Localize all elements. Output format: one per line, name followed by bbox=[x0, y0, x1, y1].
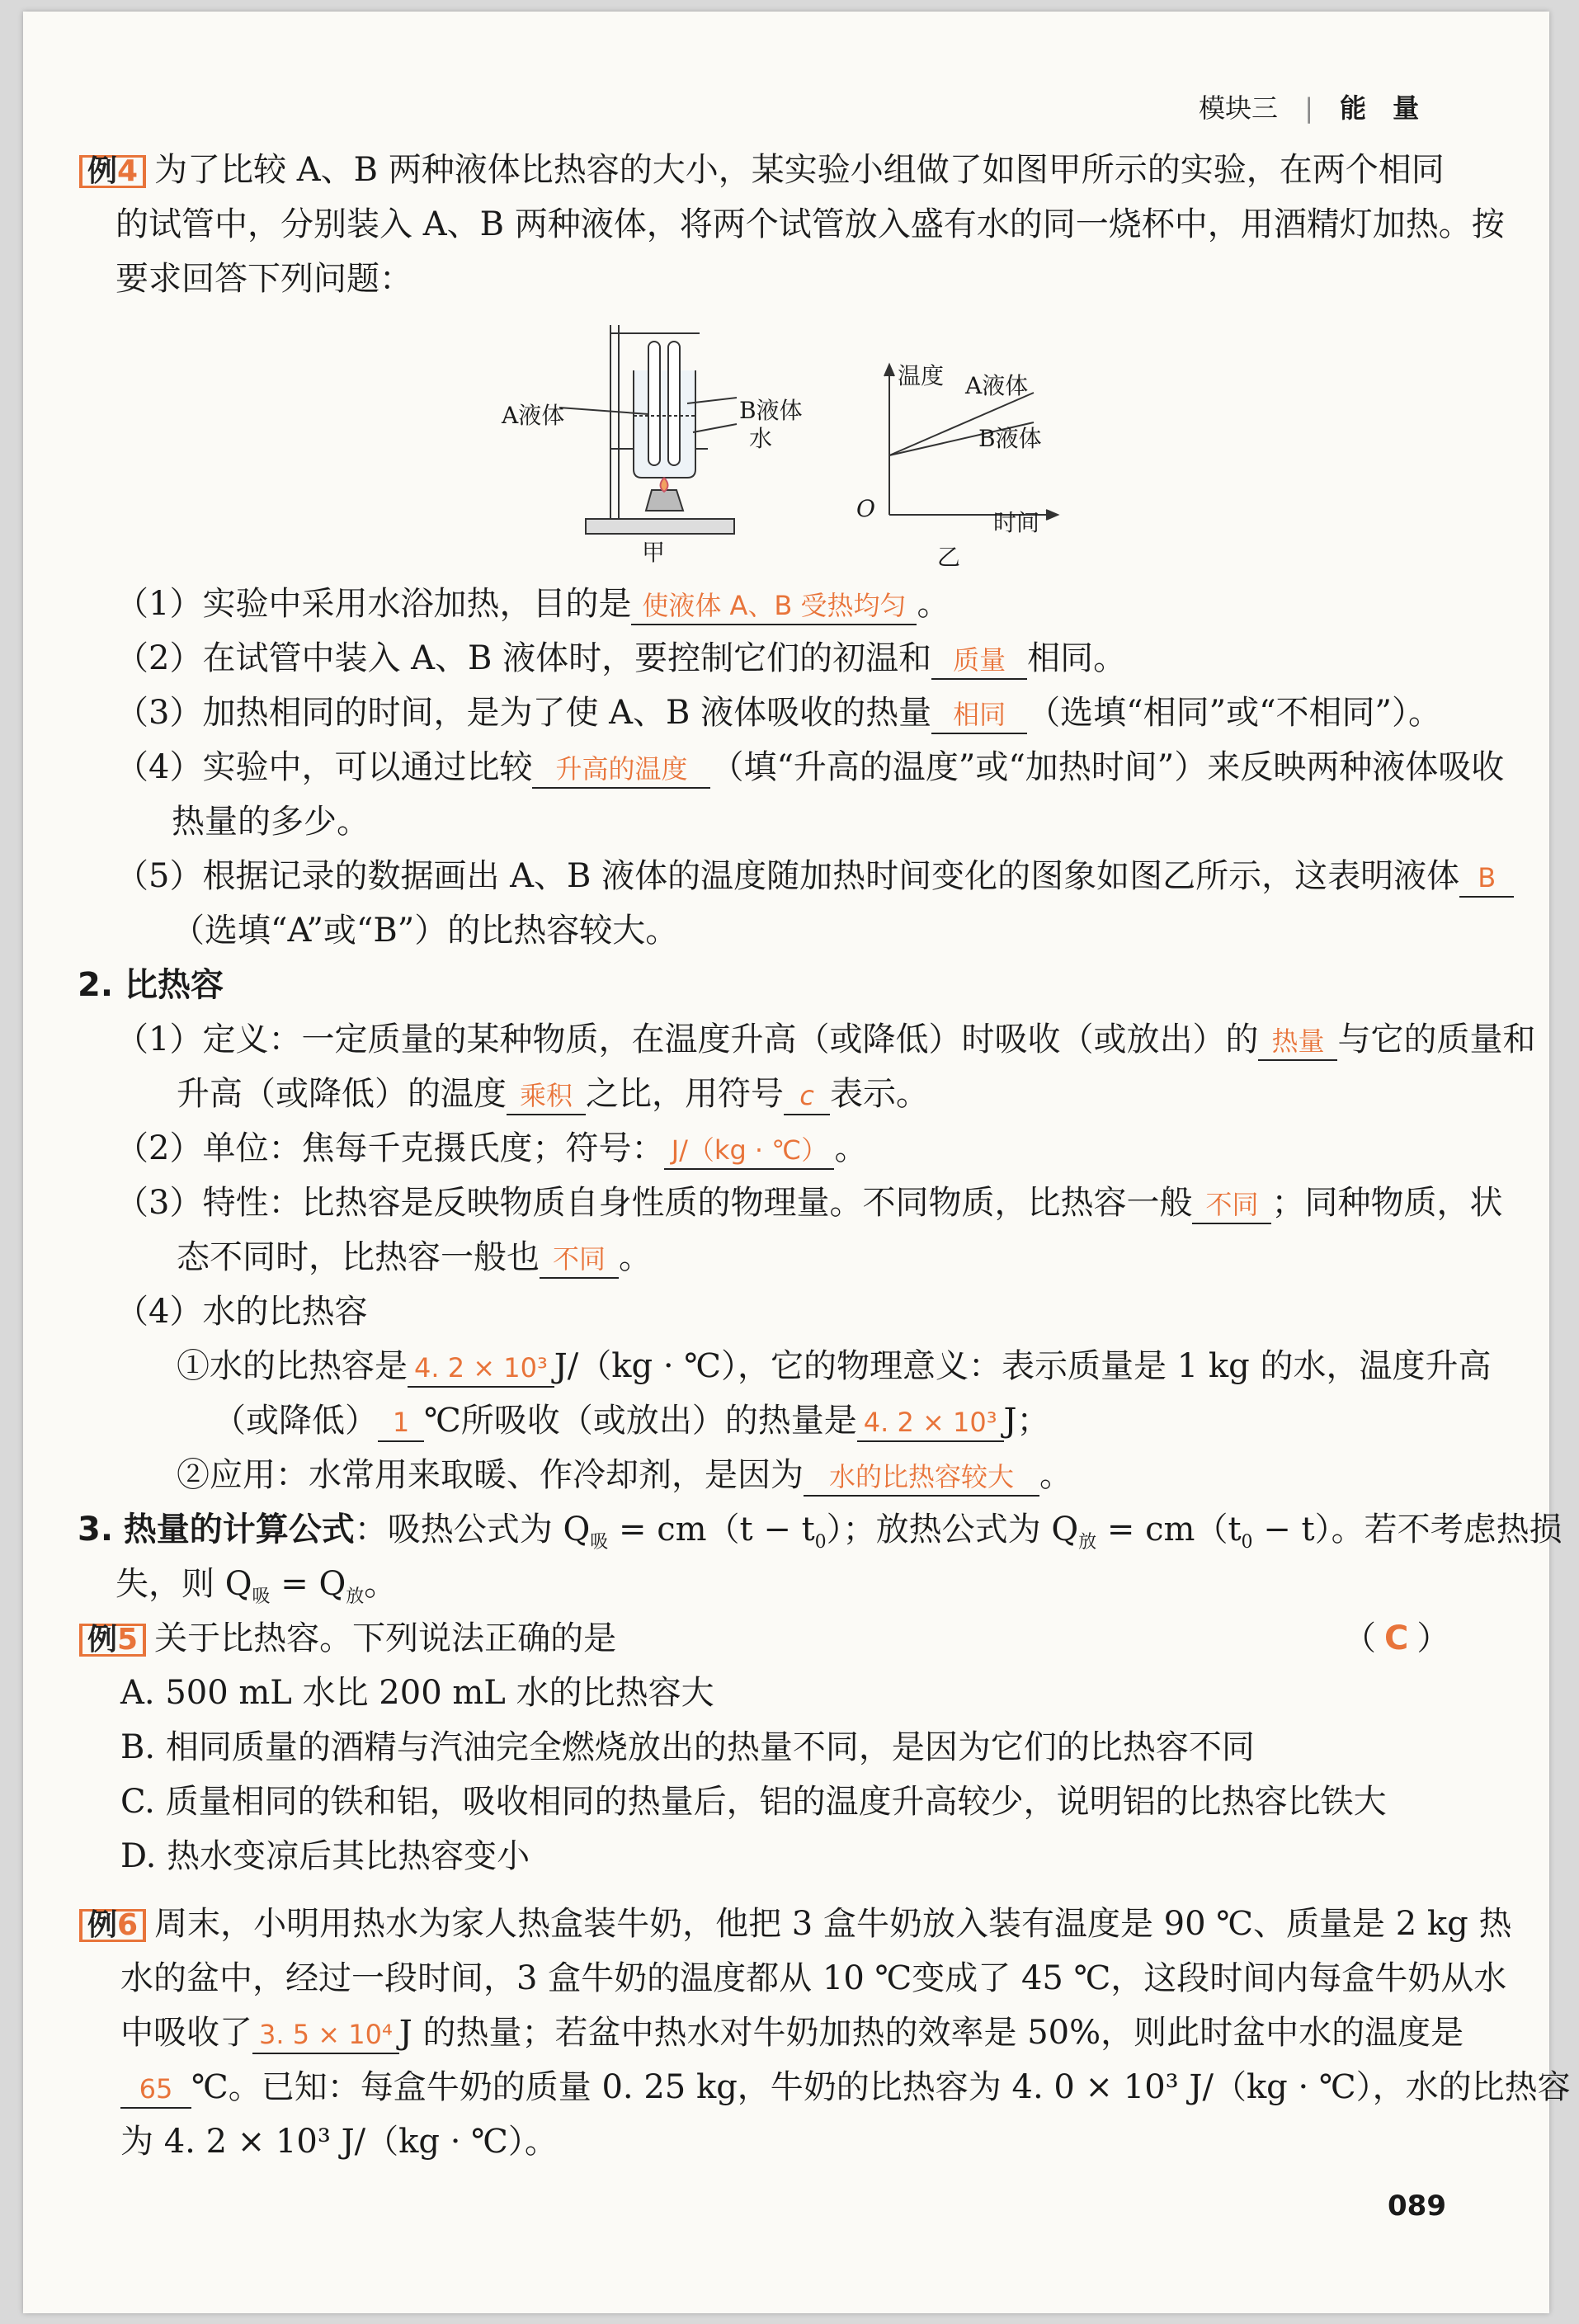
ex4-intro-line-2: 的试管中，分别装入 A、B 两种液体，将两个试管放入盛有水的同一烧杯中，用酒精灯加热。按 bbox=[115, 205, 1505, 243]
sec2-property-line2: 态不同时，比热容一般也 不同 。 bbox=[177, 1234, 652, 1280]
ex4-q4: （4）实验中，可以通过比较 升高的温度 （填“升高的温度”或“加热时间”）来反映两种液体吸收 bbox=[115, 744, 1504, 790]
answer-blank[interactable]: 4. 2 × 10³ bbox=[857, 1404, 1004, 1442]
answer-blank[interactable]: c bbox=[784, 1077, 830, 1115]
module-label: 模块三 bbox=[1199, 92, 1279, 124]
ex4-q4-line2: 热量的多少。 bbox=[172, 803, 370, 841]
page-number: 089 bbox=[1388, 2190, 1446, 2223]
graph-ylabel: 温度 bbox=[898, 362, 945, 389]
answer-blank[interactable]: 升高的温度 bbox=[532, 751, 710, 789]
page-header bbox=[1199, 87, 1419, 125]
ex4-q3: （3）加热相同的时间，是为了使 A、B 液体吸收的热量 相同 （选填“相同”或“不相同”）。 bbox=[115, 690, 1441, 736]
answer-blank[interactable]: 1 bbox=[378, 1404, 424, 1442]
sec2-def-line1: （1）定义：一定质量的某种物质，在温度升高（或降低）时吸收（或放出）的 热量 与它的质量和 bbox=[115, 1016, 1535, 1063]
caption-yi: 乙 bbox=[937, 544, 961, 571]
caption-jia: 甲 bbox=[642, 539, 666, 566]
ex6-line5: 为 4. 2 × 10³ J/（kg · ℃）。 bbox=[120, 2123, 558, 2161]
example-tag: 例4 bbox=[79, 155, 146, 188]
graph-origin: O bbox=[856, 495, 875, 522]
ex4-q1: （1）实验中采用水浴加热，目的是 使液体 A、B 受热均匀 。 bbox=[115, 581, 950, 627]
ex5-option-b: B. 相同质量的酒精与汽油完全燃烧放出的热量不同，是因为它们的比热容不同 bbox=[120, 1728, 1255, 1766]
ex5-option-c: C. 质量相同的铁和铝，吸收相同的热量后，铝的温度升高较少，说明铝的比热容比铁大 bbox=[120, 1783, 1387, 1821]
ex4-intro-line-1: 例4 为了比较 A、B 两种液体比热容的大小，某实验小组做了如图甲所示的实验，在两个相同 bbox=[79, 147, 1445, 193]
answer-blank[interactable]: 不同 bbox=[1192, 1186, 1271, 1224]
sec2-water-line2: （或降低） 1 ℃所吸收（或放出）的热量是 4. 2 × 10³ J； bbox=[213, 1398, 1050, 1444]
label-liquid-a: A液体 bbox=[502, 402, 565, 429]
ex6-line1: 例6 周末，小明用热水为家人热盒装牛奶，他把 3 盒牛奶放入装有温度是 90 ℃、质量是 2 kg 热 bbox=[79, 1901, 1511, 1947]
graph-label-a: A液体 bbox=[965, 372, 1029, 399]
choice-answer[interactable]: C bbox=[1384, 1619, 1409, 1657]
graph-xlabel: 时间 bbox=[993, 509, 1040, 536]
ex5-option-d: D. 热水变凉后其比热容变小 bbox=[120, 1837, 530, 1875]
answer-blank[interactable]: 质量 bbox=[931, 642, 1027, 680]
ex5-stem: 例5 关于比热容。下列说法正确的是 bbox=[79, 1615, 616, 1662]
header-divider: | bbox=[1304, 92, 1313, 124]
section-2-title: 2. 比热容 bbox=[78, 966, 224, 1004]
sec2-water-title: （4）水的比热容 bbox=[115, 1293, 368, 1331]
ex5-answer-bracket: （ C ） bbox=[1343, 1619, 1450, 1657]
ex4-q2: （2）在试管中装入 A、B 液体时，要控制它们的初温和 质量 相同。 bbox=[115, 635, 1126, 681]
module-title: 能 量 bbox=[1340, 92, 1420, 124]
ex4-q5: （5）根据记录的数据画出 A、B 液体的温度随加热时间变化的图象如图乙所示，这表明液体 B bbox=[115, 853, 1514, 899]
sec2-unit: （2）单位：焦每千克摄氏度；符号： J/（kg · ℃） 。 bbox=[115, 1125, 867, 1171]
section-3-formula: 3. 热量的计算公式：吸热公式为 $Q_吸 = cm(t - t_0)$；放热公式为 $Q_放 = cm(t_0 - t)$。若不考虑热损 bbox=[78, 1511, 1563, 1553]
ex4-intro-line-3: 要求回答下列问题： bbox=[115, 260, 412, 298]
answer-blank[interactable]: 水的比热容较大 bbox=[804, 1459, 1039, 1497]
answer-blank[interactable]: 3. 5 × 10⁴ bbox=[252, 2016, 399, 2054]
sec2-property-line1: （3）特性：比热容是反映物质自身性质的物理量。不同物质，比热容一般 不同 ；同种物质，状 bbox=[115, 1180, 1502, 1226]
label-liquid-b: B液体 bbox=[739, 397, 803, 424]
answer-blank[interactable]: 热量 bbox=[1258, 1023, 1337, 1061]
answer-blank[interactable]: 使液体 A、B 受热均匀 bbox=[631, 587, 917, 625]
graph-label-b: B液体 bbox=[978, 425, 1042, 452]
ex4-q5-line2: （选填“A”或“B”）的比热容较大。 bbox=[172, 912, 679, 950]
answer-blank[interactable]: 4. 2 × 10³ bbox=[408, 1350, 554, 1388]
answer-blank[interactable]: B bbox=[1459, 860, 1514, 898]
answer-blank[interactable]: 乘积 bbox=[507, 1077, 586, 1115]
answer-blank[interactable]: 65 bbox=[120, 2071, 191, 2109]
sec2-def-line2: 升高（或降低）的温度 乘积 之比，用符号 c 表示。 bbox=[177, 1071, 929, 1117]
example-tag: 例5 bbox=[79, 1624, 146, 1657]
figure-jia-apparatus bbox=[510, 309, 790, 573]
sec2-water-line1: ①水的比热容是 4. 2 × 10³ J/（kg · ℃），它的物理意义：表示质量是 1 kg 的水，温度升高 bbox=[177, 1343, 1491, 1389]
answer-blank[interactable]: 不同 bbox=[540, 1241, 619, 1279]
ex5-option-a: A. 500 mL 水比 200 mL 水的比热容大 bbox=[120, 1674, 714, 1712]
section-3-line2: 失，则 $Q_吸 = Q_放$。 bbox=[115, 1565, 398, 1607]
ex6-line3: 中吸收了 3. 5 × 10⁴ J 的热量；若盆中热水对牛奶加热的效率是 50%，则此时盆中水的温度是 bbox=[120, 2010, 1464, 2056]
example-tag: 例6 bbox=[79, 1909, 146, 1942]
ex6-line2: 水的盆中，经过一段时间，3 盒牛奶的温度都从 10 ℃变成了 45 ℃，这段时间内每盒牛奶从水 bbox=[120, 1959, 1507, 1997]
answer-blank[interactable]: J/（kg · ℃） bbox=[664, 1132, 834, 1170]
label-water: 水 bbox=[749, 425, 773, 452]
sec2-water-line3: ②应用：水常用来取暖、作冷却剂，是因为 水的比热容较大 。 bbox=[177, 1452, 1072, 1498]
ex6-line4: 65 ℃。已知：每盒牛奶的质量 0. 25 kg，牛奶的比热容为 4. 0 × 10³ J/（kg · ℃），水的比热容 bbox=[120, 2064, 1571, 2110]
answer-blank[interactable]: 相同 bbox=[931, 696, 1027, 734]
page bbox=[23, 12, 1571, 2313]
